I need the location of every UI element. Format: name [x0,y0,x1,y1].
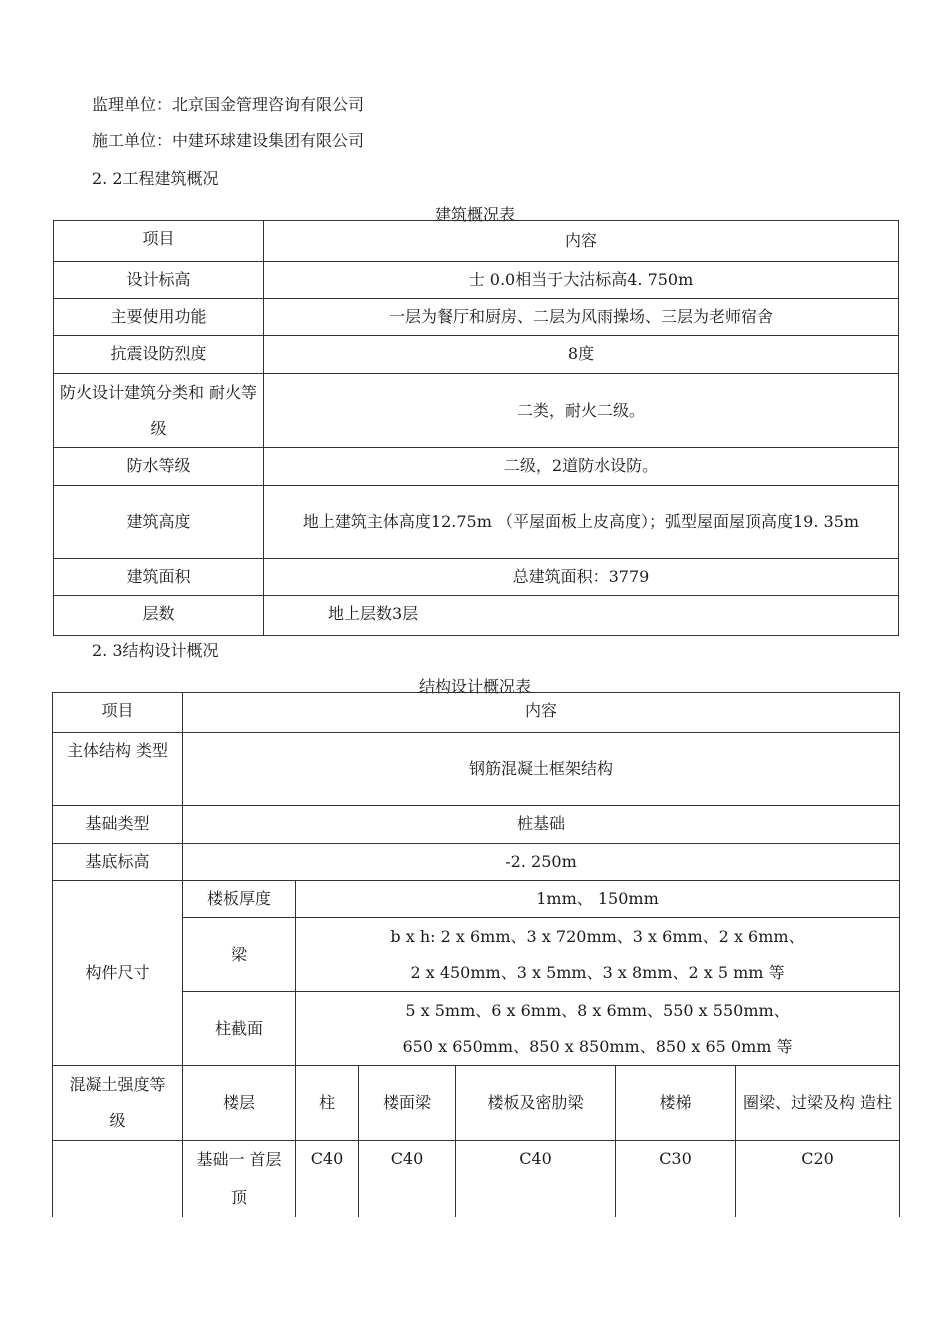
table-cell: 楼板及密肋梁 [456,1066,616,1141]
supervisor-unit: 监理单位：北京国金管理咨询有限公司 [92,95,365,114]
table-cell: 设计标高 [54,262,264,299]
table-row [53,844,900,881]
table-cell: 楼层 [183,1066,296,1141]
table-cell: 柱截面 [183,992,296,1066]
table-cell: 一层为餐厅和厨房、二层为风雨操场、三层为老师宿舍 [264,299,899,336]
table-cell: 8度 [264,336,899,374]
table-cell: 总建筑面积：3779 [264,559,899,596]
table-cell: 楼板厚度 [183,881,296,918]
table1-caption: 建筑概况表 [434,205,515,224]
table-cell: -2. 250m [183,844,900,881]
table-header-cell: 内容 [183,693,900,733]
contractor-unit: 施工单位：中建环球建设集团有限公司 [92,131,365,150]
table-cell: C20 [736,1141,900,1218]
table-cell: C40 [456,1141,616,1218]
table-cell: 层数 [54,596,264,636]
table-cell: 楼梯 [616,1066,736,1141]
table-cell: 桩基础 [183,806,900,844]
table-cell: 地上层数3层 [264,596,899,636]
table-cell: 建筑高度 [54,486,264,559]
table-cell: 构件尺寸 [53,881,183,1066]
table-row [54,262,899,299]
table-cell: 钢筋混凝土框架结构 [183,733,900,806]
table-cell: 防水等级 [54,448,264,486]
table-cell [53,1141,183,1218]
building-overview-table [53,220,899,636]
table-row [53,733,900,806]
table-cell [296,992,900,1066]
table2-caption: 结构设计概况表 [418,677,531,696]
beam-size-line: b x h: 2 x 6mm、3 x 720mm、3 x 6mm、2 x 6mm、 [390,926,805,946]
table-cell: 地上建筑主体高度12.75m （平屋面板上皮高度）；弧型屋面屋顶高度19. 35m [264,486,899,559]
table-cell: 抗震设防烈度 [54,336,264,374]
column-size-line: 650 x 650mm、850 x 850mm、850 x 65 0mm 等 [402,1036,793,1056]
table-row [54,299,899,336]
table-row [53,1066,900,1141]
table-cell: C40 [359,1141,456,1218]
table-cell: 柱 [296,1066,359,1141]
table-cell: 1mm、 150mm [296,881,900,918]
table-cell: 士 0.0相当于大沽标高4. 750m [264,262,899,299]
table-cell: 建筑面积 [54,559,264,596]
table-row [53,881,900,918]
table-row [53,1141,900,1218]
table-cell: C30 [616,1141,736,1218]
table-header-cell: 内容 [264,221,899,262]
table-cell: 主要使用功能 [54,299,264,336]
table-row [54,374,899,448]
table-cell: 基底标高 [53,844,183,881]
section-heading-2-2: 2. 2工程建筑概况 [92,169,219,188]
table-cell: 梁 [183,918,296,992]
section-heading-2-3: 2. 3结构设计概况 [92,641,219,660]
table-row [54,336,899,374]
table-row [53,806,900,844]
table-row [53,693,900,733]
table-cell: 基础一 首层顶 [183,1141,296,1218]
table-cell: C40 [296,1141,359,1218]
table-row [54,559,899,596]
table-cell: 二类，耐火二级。 [264,374,899,448]
table-row [54,448,899,486]
beam-size-line: 2 x 450mm、3 x 5mm、3 x 8mm、2 x 5 mm 等 [410,962,785,982]
table-cell: 防火设计建筑分类和 耐火等级 [54,374,264,448]
table-row [54,596,899,636]
table-cell [296,918,900,992]
table-cell: 基础类型 [53,806,183,844]
table-cell: 主体结构 类型 [53,733,183,806]
table-header-cell: 项目 [54,221,264,262]
structure-overview-table [52,692,900,1217]
table-header-cell: 项目 [53,693,183,733]
table-cell: 二级，2道防水设防。 [264,448,899,486]
table-cell: 混凝土强度等级 [53,1066,183,1141]
table-cell: 圈梁、过梁及构 造柱 [736,1066,900,1141]
table-row [54,221,899,262]
table-row [54,486,899,559]
column-size-line: 5 x 5mm、6 x 6mm、8 x 6mm、550 x 550mm、 [405,1000,790,1020]
table-cell: 楼面梁 [359,1066,456,1141]
